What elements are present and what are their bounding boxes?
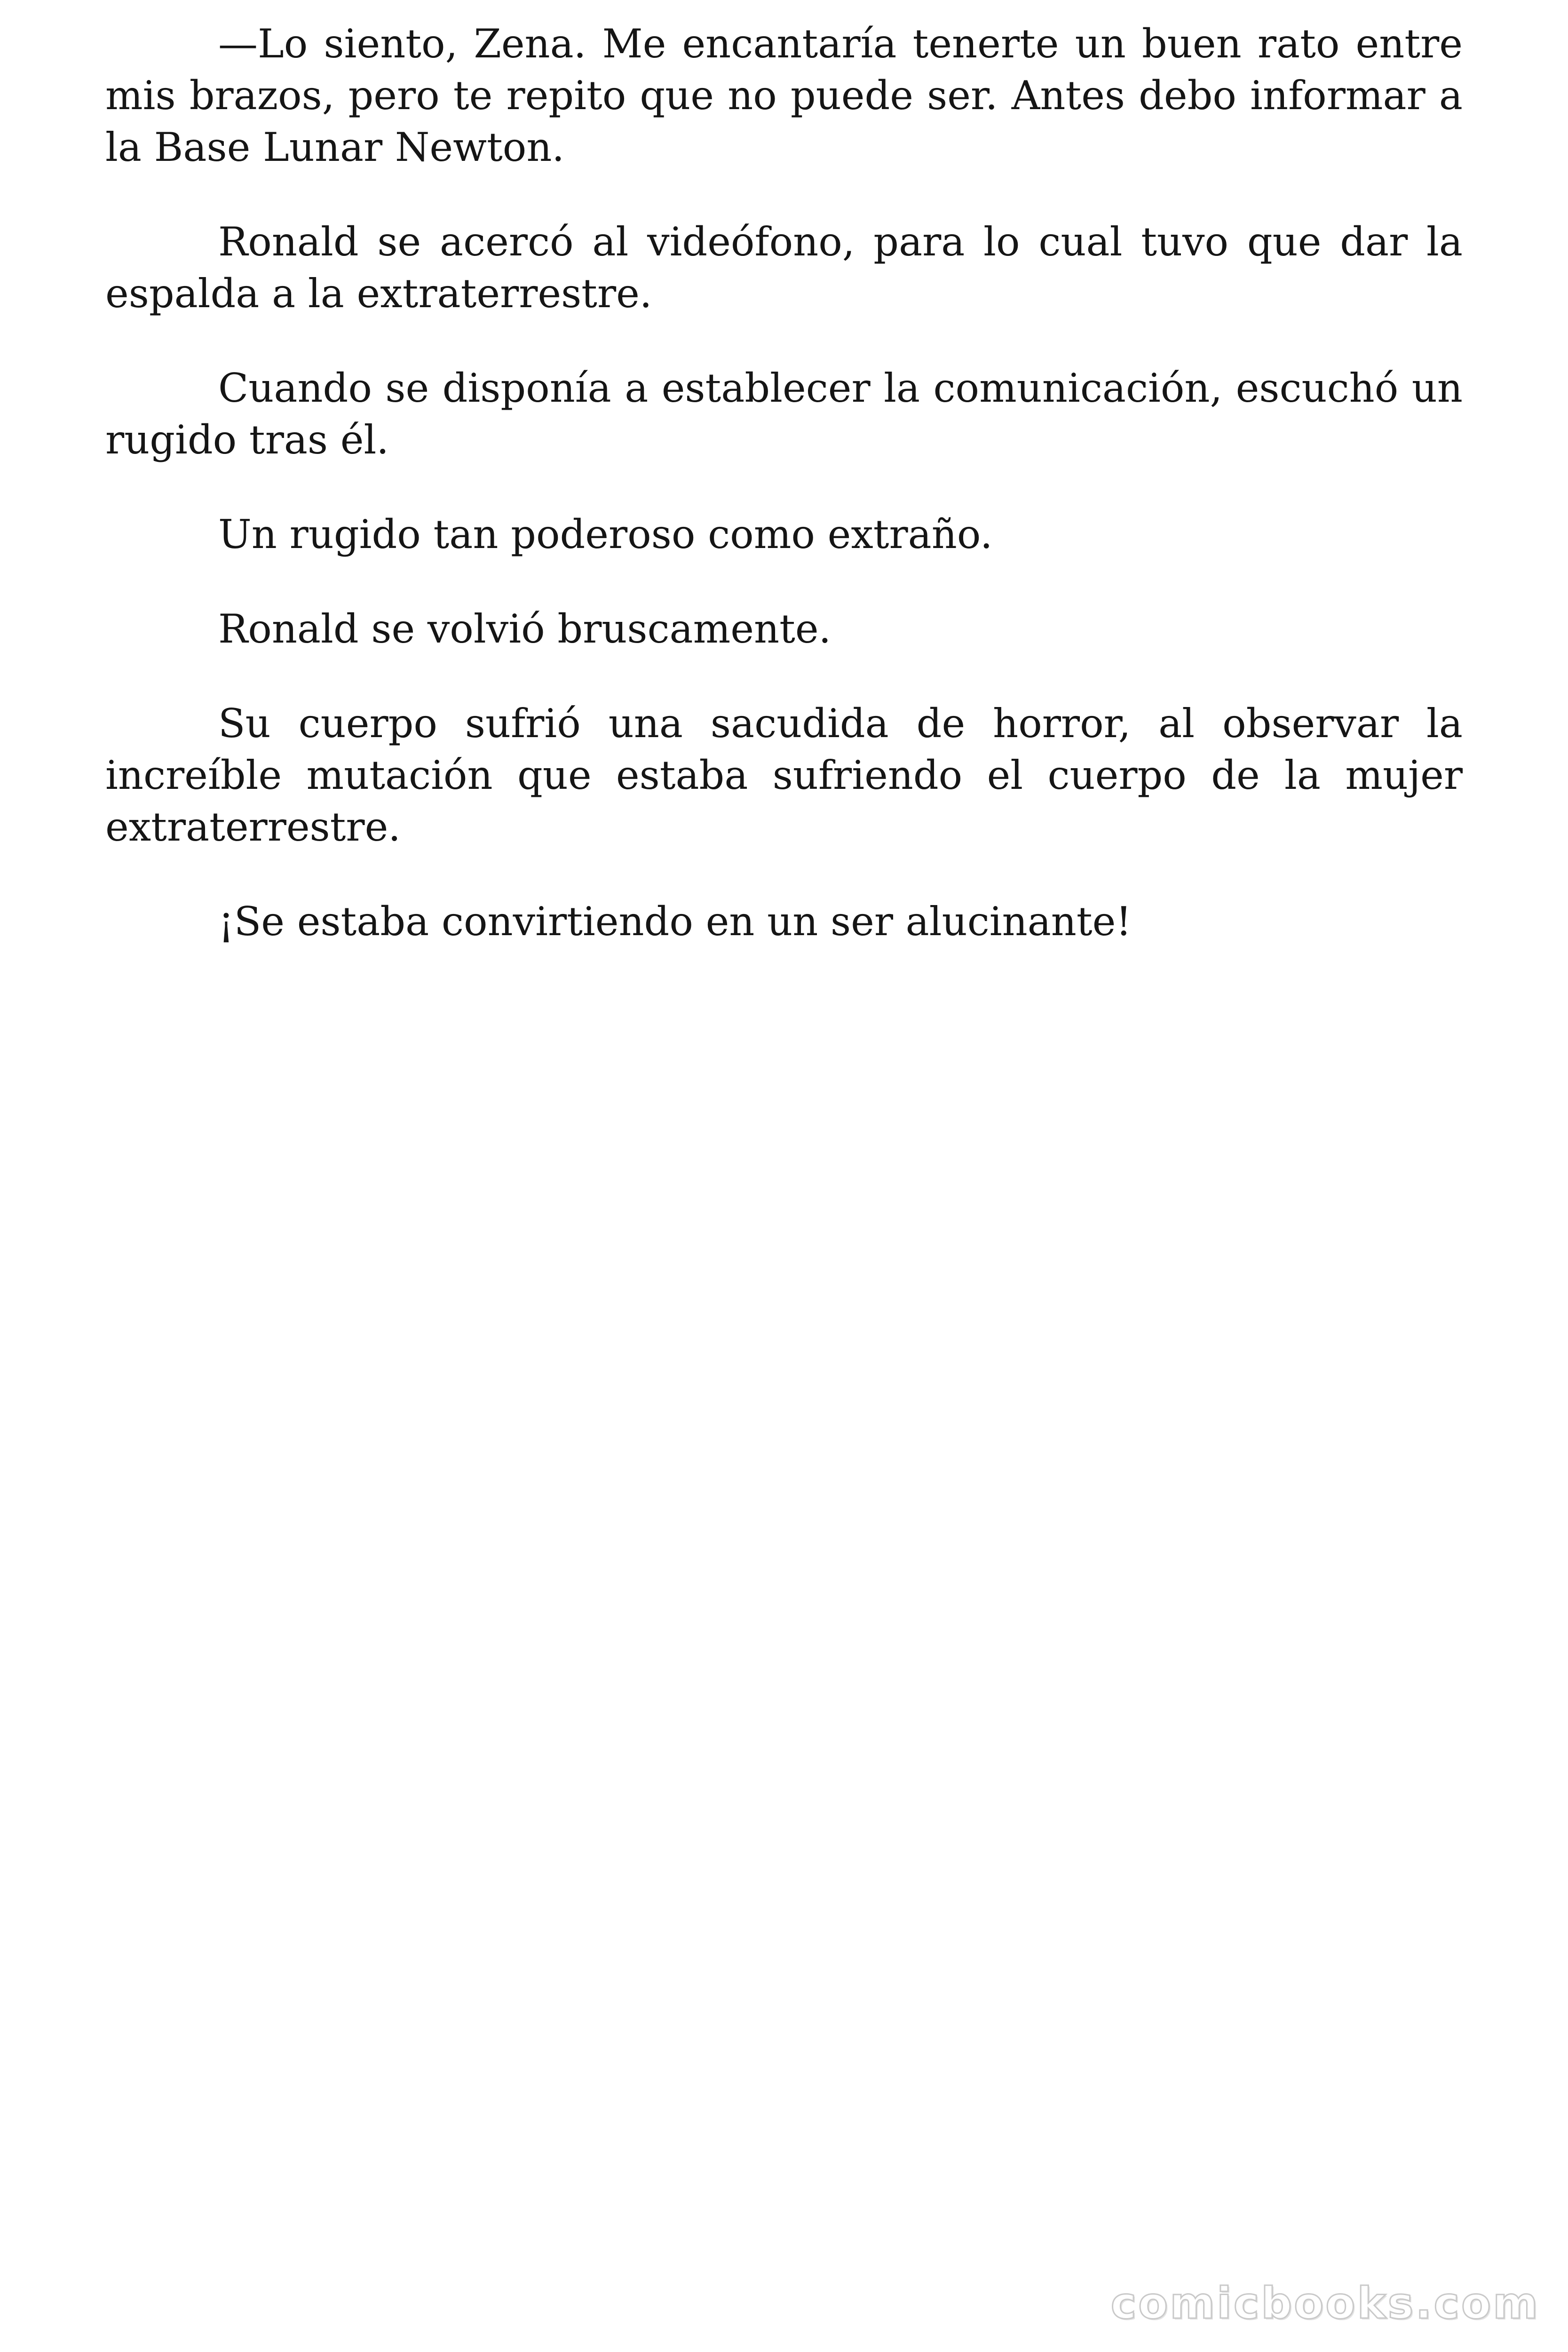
paragraph: Cuando se disponía a establecer la comunicación, escuchó un rugido tras él. (105, 365, 1463, 463)
paragraph: Su cuerpo sufrió una sacudida de horror, al observar la increíble mutación que estaba sufriendo el cuerpo de la mujer extraterrestre. (105, 700, 1463, 850)
paragraph: Ronald se acercó al videófono, para lo cual tuvo que dar la espalda a la extraterrestre. (105, 219, 1463, 317)
watermark: comicbooks.com (1110, 2278, 1540, 2328)
body-text (105, 18, 1463, 990)
paragraph: Un rugido tan poderoso como extraño. (218, 511, 993, 557)
paragraph: ¡Se estaba convirtiendo en un ser alucinante! (218, 898, 1132, 945)
paragraph: Ronald se volvió bruscamente. (218, 606, 832, 652)
paragraph: —Lo siento, Zena. Me encantaría tenerte un buen rato entre mis brazos, pero te repito que no puede ser. Antes debo informar a la Base Lunar Newton. (105, 21, 1463, 170)
